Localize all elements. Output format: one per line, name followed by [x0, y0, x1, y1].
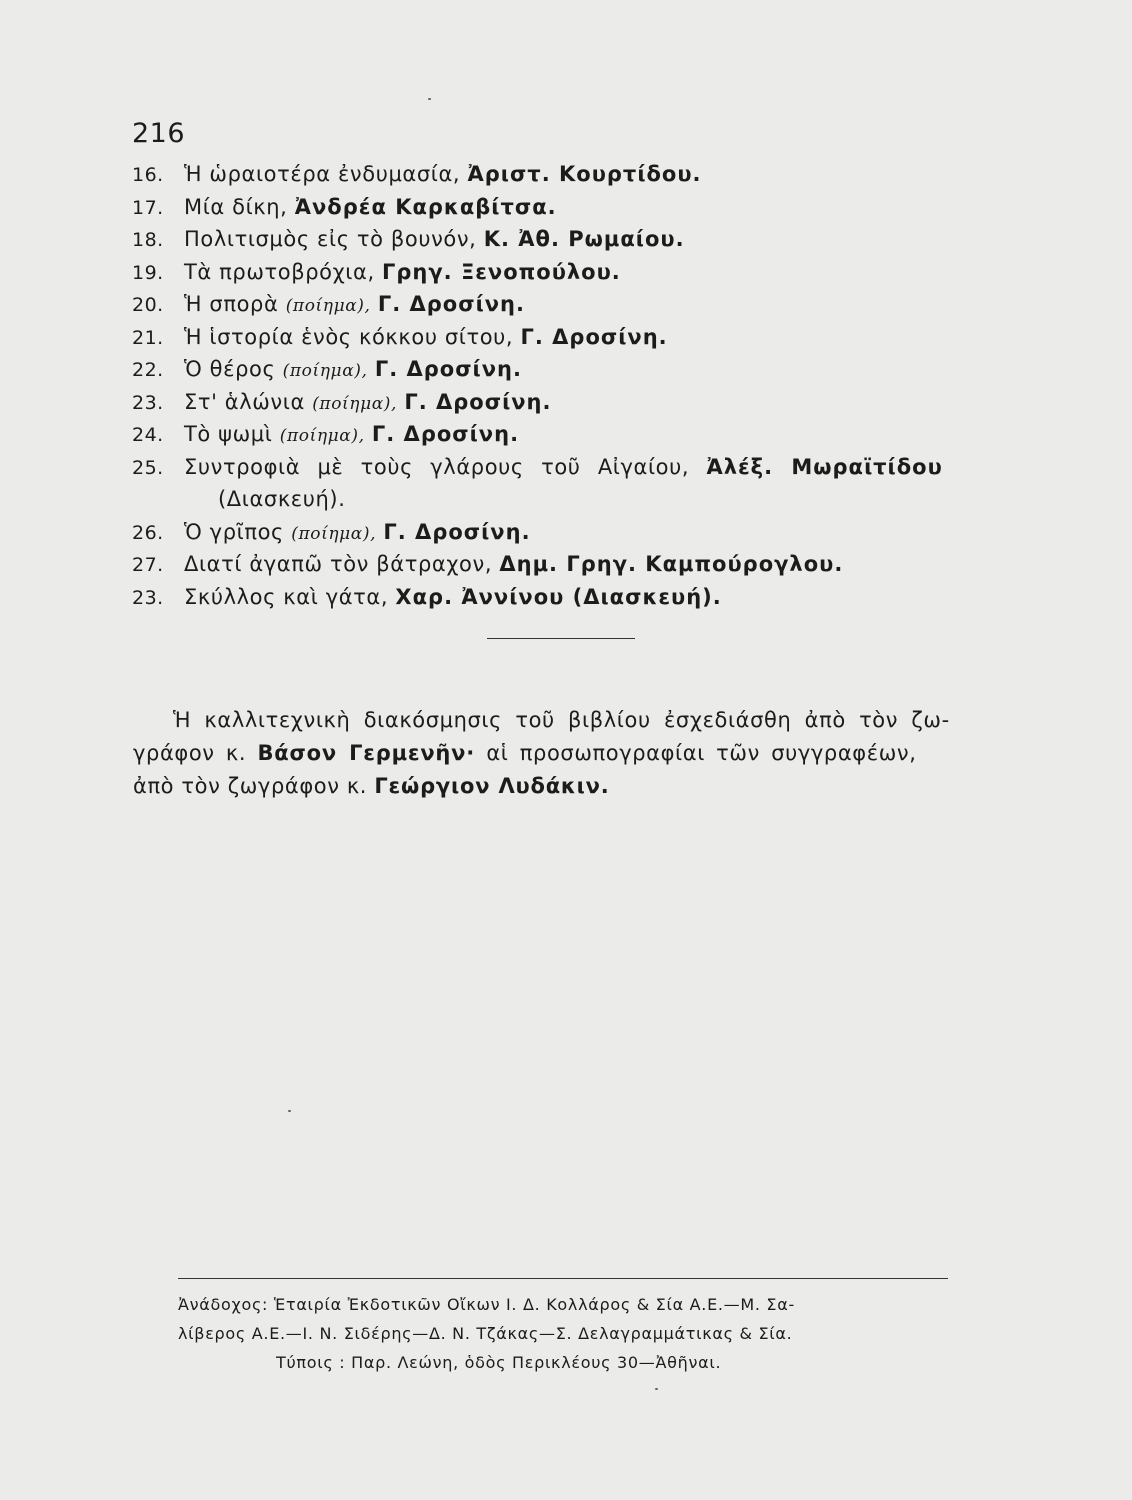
entry-title: Ἡ ὡραιοτέρα ἐνδυμασία, [184, 162, 461, 186]
entry-author: Γ. Δροσίνη. [383, 519, 531, 544]
toc-entry [128, 294, 1088, 327]
toc-entry [128, 454, 1088, 490]
toc-entry [128, 424, 1088, 457]
entry-title: Μία δίκη, [184, 194, 288, 219]
entry-number: 19. [132, 261, 164, 284]
section-divider [487, 638, 635, 639]
entry-author: Γρηγ. Ξενοπούλου. [382, 259, 621, 284]
paper-speck [655, 1388, 658, 1390]
entry-number: 18. [132, 229, 164, 251]
entry-number: 26. [132, 521, 164, 544]
entry-title: Τὰ πρωτοβρόχια, [184, 259, 375, 284]
entry-number: 23. [132, 391, 164, 414]
imprint-line: λίβερος Α.Ε.—Ι. Ν. Σιδέρης—Δ. Ν. Τζάκας—Σ. Δελαγραμμάτικας & Σία. [178, 1324, 793, 1343]
table-of-contents [128, 164, 1088, 619]
imprint-line: Ἀνάδοχος: Ἑταιρία Ἐκδοτικῶν Οἴκων Ι. Δ. Κολλάρος & Σία Α.Ε.—Μ. Σα- [178, 1295, 795, 1314]
footer-divider [178, 1278, 948, 1279]
entry-number: 24. [132, 424, 164, 446]
entry-number: 25. [132, 456, 164, 479]
entry-note: (ποίημα), [282, 361, 368, 381]
entry-number: 17. [132, 196, 164, 219]
credits-line: Ἡ καλλιτεχνικὴ διακόσμησις τοῦ βιβλίου ἐσχεδιάσθη ἀπὸ τὸν ζω- [173, 708, 950, 732]
entry-author: Γ. Δροσίνη. [371, 422, 520, 446]
entry-title: Ἡ σπορὰ [184, 292, 279, 316]
credits-text: ἀπὸ τὸν ζωγράφον κ. [133, 774, 368, 798]
illustrator-name: Βάσον Γερμενῆν· [257, 741, 476, 765]
illustration-credits [133, 704, 1033, 803]
page-number: 216 [132, 118, 186, 149]
entry-number: 16. [132, 164, 164, 186]
publisher-imprint [178, 1290, 958, 1377]
entry-author: Γ. Δροσίνη. [377, 292, 525, 316]
entry-continuation: (Διασκευή). [218, 487, 346, 511]
credits-text: αἱ προσωπογραφίαι τῶν συγγραφέων, [486, 741, 917, 765]
entry-title: Ὁ γρῖπος [184, 519, 284, 544]
entry-title: Διατί ἀγαπῶ τὸν βάτραχον, [184, 552, 493, 576]
entry-author: Ἀριστ. Κουρτίδου. [467, 162, 702, 186]
paper-speck [288, 1110, 291, 1112]
entry-note: (ποίημα), [291, 523, 377, 544]
toc-entry [128, 389, 1088, 425]
toc-entry [128, 324, 1088, 360]
credits-line [133, 770, 1033, 803]
entry-note: (ποίημα), [312, 393, 398, 414]
toc-entry [128, 259, 1088, 295]
entry-number: 22. [132, 359, 164, 381]
entry-title: Τὸ ψωμὶ [184, 422, 273, 446]
toc-entry [128, 229, 1088, 262]
entry-author: Γ. Δροσίνη. [404, 389, 552, 414]
toc-entry [128, 164, 1088, 197]
credits-line [133, 737, 1033, 770]
portraitist-name: Γεώργιον Λυδάκιν. [374, 774, 610, 798]
entry-title: Συντροφιὰ μὲ τοὺς γλάρους τοῦ Αἰγαίου, [184, 454, 690, 479]
entry-author: Γ. Δροσίνη. [520, 324, 668, 349]
entry-number: 23. [132, 586, 164, 609]
entry-title: Πολιτισμὸς εἰς τὸ βουνόν, [184, 227, 477, 251]
toc-entry [128, 554, 1088, 587]
entry-author: Ἀνδρέα Καρκαβίτσα. [294, 194, 557, 219]
entry-note: (ποίημα), [285, 296, 371, 316]
entry-author: Ἀλέξ. Μωραϊτίδου [706, 454, 943, 479]
toc-entry [128, 194, 1088, 230]
entry-number: 21. [132, 326, 164, 349]
toc-entry [128, 519, 1088, 555]
entry-author: Χαρ. Ἀννίνου (Διασκευή). [395, 584, 722, 609]
toc-entry [128, 359, 1088, 392]
entry-note: (ποίημα), [279, 426, 365, 446]
entry-title: Ὁ θέρος [184, 357, 276, 381]
credits-text: γράφον κ. [133, 741, 247, 765]
imprint-line: Τύποις : Παρ. Λεώνη, ὁδὸς Περικλέους 30—Ἀθῆναι. [276, 1353, 722, 1372]
toc-entry [128, 584, 1088, 620]
entry-author: Κ. Ἀθ. Ρωμαίου. [483, 227, 685, 251]
entry-number: 27. [132, 554, 164, 576]
paper-speck [428, 98, 431, 100]
toc-entry-continuation [128, 489, 1088, 522]
entry-author: Γ. Δροσίνη. [374, 357, 522, 381]
entry-title: Ἡ ἱστορία ἑνὸς κόκκου σίτου, [184, 324, 514, 349]
entry-author: Δημ. Γρηγ. Καμπούρογλου. [499, 552, 844, 576]
entry-title: Στ' ἁλώνια [184, 389, 305, 414]
entry-title: Σκύλλος καὶ γάτα, [184, 584, 389, 609]
entry-number: 20. [132, 294, 164, 316]
